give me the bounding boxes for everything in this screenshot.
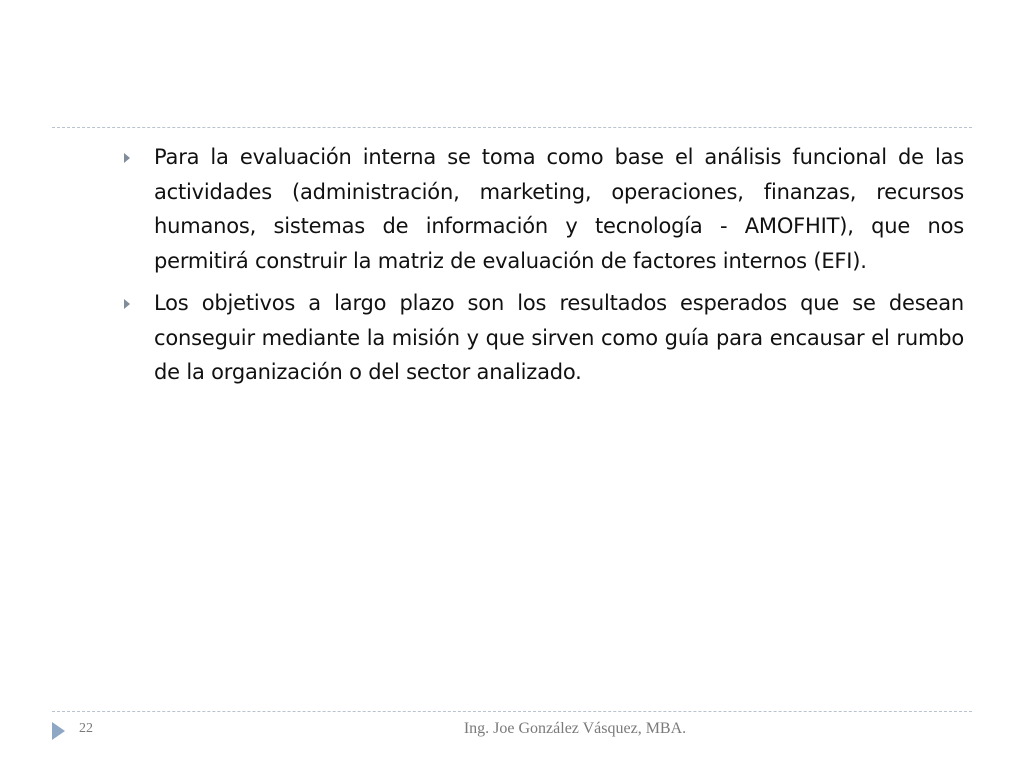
bullet-text: Para la evaluación interna se toma como base el análisis funcional de las actividades (administración, marketing, operaciones, finanzas, recursos humanos, sistemas de información y tecnología - AMOFHIT), que nos permitirá construir la matriz de evaluación de factores internos (EFI). [154, 145, 964, 273]
top-divider [52, 127, 972, 128]
footer-author: Ing. Joe González Vásquez, MBA. [463, 720, 687, 737]
bullet-list [120, 140, 964, 398]
bullet-triangle-icon [124, 299, 130, 309]
bullet-item-objetivos [120, 286, 964, 390]
bullet-triangle-icon [124, 153, 130, 163]
bullet-item-evaluacion-interna [120, 140, 964, 278]
bullet-text: Los objetivos a largo plazo son los resultados esperados que se desean conseguir mediante la misión y que sirven como guía para encausar el rumbo de la organización o del sector analizado. [154, 291, 964, 384]
bottom-divider [52, 711, 972, 712]
slide-number: 22 [79, 721, 93, 736]
